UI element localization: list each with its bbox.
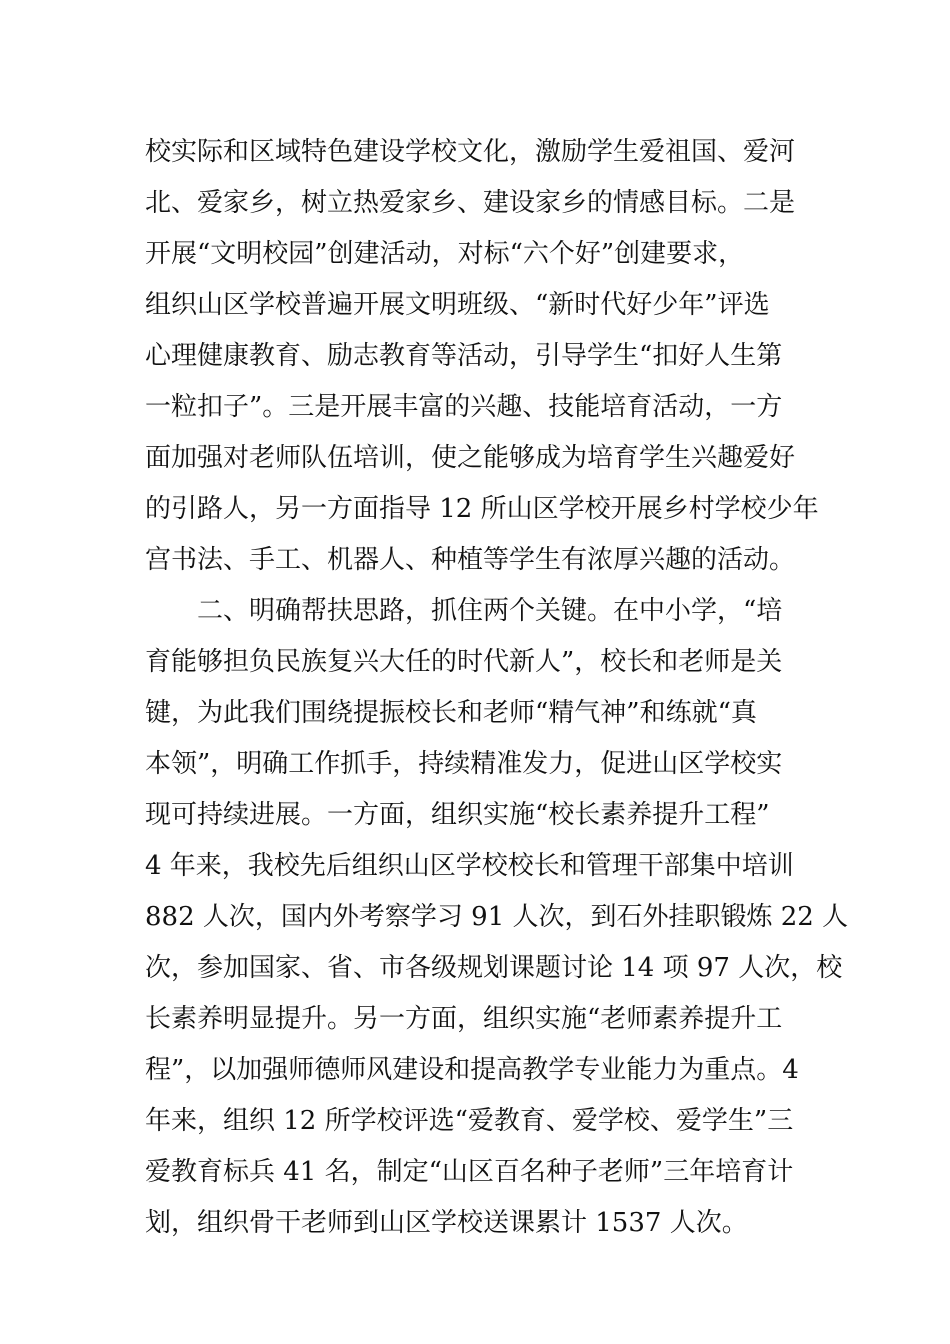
text-line-11: 育能够担负民族复兴大任的时代新人”，校长和老师是关 [145, 647, 783, 677]
text-line-1: 校实际和区域特色建设学校文化，激励学生爱祖国、爱河 [145, 137, 796, 167]
text-line-8: 的引路人，另一方面指导 12 所山区学校开展乡村学校少年 [145, 494, 819, 524]
text-line-22: 划，组织骨干老师到山区学校送课累计 1537 人次。 [145, 1208, 748, 1238]
text-line-6: 一粒扣子”。三是开展丰富的兴趣、技能培育活动，一方 [145, 392, 783, 422]
text-line-15: 4 年来，我校先后组织山区学校校长和管理干部集中培训 [145, 851, 794, 881]
text-line-2: 北、爱家乡，树立热爱家乡、建设家乡的情感目标。二是 [145, 188, 796, 218]
text-line-16: 882 人次，国内外考察学习 91 人次，到石外挂职锻炼 22 人 [145, 902, 849, 932]
text-line-21: 爱教育标兵 41 名，制定“山区百名种子老师”三年培育计 [145, 1157, 794, 1187]
text-line-18: 长素养明显提升。另一方面，组织实施“老师素养提升工 [145, 1004, 783, 1034]
text-line-12: 键，为此我们围绕提振校长和老师“精气神”和练就“真 [145, 698, 757, 728]
section-heading-line: 二、明确帮扶思路，抓住两个关键。在中小学，“培 [197, 596, 783, 626]
text-line-7: 面加强对老师队伍培训，使之能够成为培育学生兴趣爱好 [145, 443, 796, 473]
text-line-19: 程”，以加强师德师风建设和提高教学专业能力为重点。4 [145, 1055, 799, 1085]
text-line-14: 现可持续进展。一方面，组织实施“校长素养提升工程” [145, 800, 770, 830]
text-line-17: 次，参加国家、省、市各级规划课题讨论 14 项 97 人次，校 [145, 953, 843, 983]
text-line-5: 心理健康教育、励志教育等活动，引导学生“扣好人生第 [145, 341, 783, 371]
text-line-9: 宫书法、手工、机器人、种植等学生有浓厚兴趣的活动。 [145, 545, 796, 575]
text-line-20: 年来，组织 12 所学校评选“爱教育、爱学校、爱学生”三 [145, 1106, 794, 1136]
text-line-4: 组织山区学校普遍开展文明班级、“新时代好少年”评选 [145, 290, 770, 320]
text-line-3: 开展“文明校园”创建活动，对标“六个好”创建要求， [145, 239, 745, 269]
body-text [145, 127, 849, 1249]
text-line-13: 本领”，明确工作抓手，持续精准发力，促进山区学校实 [145, 749, 783, 779]
